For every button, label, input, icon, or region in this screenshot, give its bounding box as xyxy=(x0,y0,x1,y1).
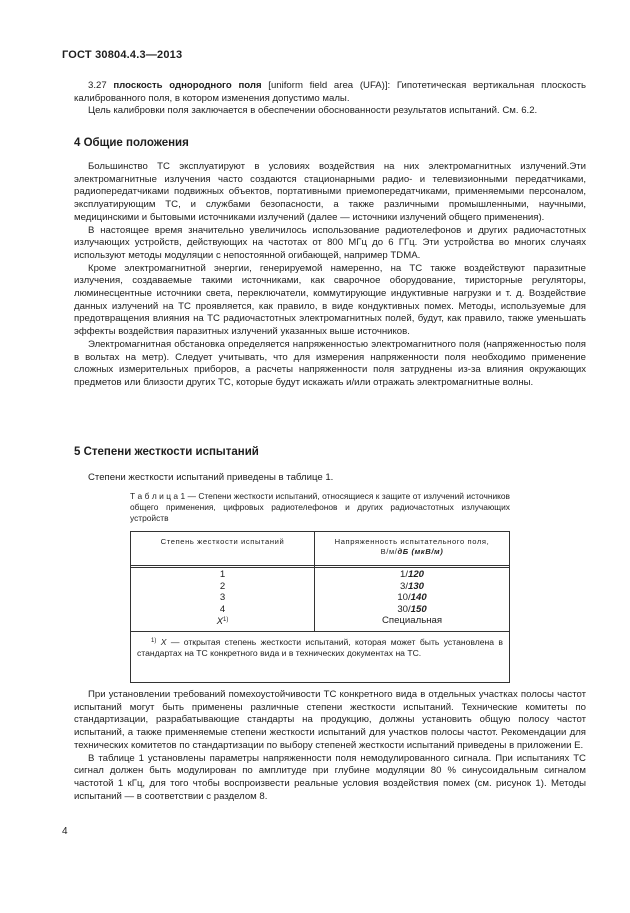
unit-db: дБ (мкВ/м) xyxy=(397,547,444,556)
footnote-number: 1) xyxy=(151,638,157,644)
unit-vm: В/м/ xyxy=(380,547,398,556)
section-4-paragraph-3: Кроме электромагнитной энергии, генерируемой намеренно, на ТС также воздействуют паразитные излучения, создаваемые такими источниками, как сварочное оборудование, тиристорные регуляторы, люминесцентные источники света, переключатели, коммутирующие индуктивные нагрузки и т. д. Воздействие данных излучений на ТС проявляется, как правило, в виде кондуктивных помех. Методы, используемые для предотвращения влияния на ТС радиочастотных электромагнитных полей, будут, как правило, также уменьшать эффекты воздействия паразитных излучений указанных выше источников. xyxy=(74,262,586,338)
value-db: 130 xyxy=(408,580,425,592)
table-cell-level: 4 xyxy=(219,603,226,615)
section-4-paragraph-4: Электромагнитная обстановка определяется напряженностью электромагнитного поля (напряженностью поля в вольтах на метр). Следует учитывать, что для измерения напряженности поля необходимо применение сложных измерительных приборов, а расчеты напряженности поля затруднены из-за влияния окружающих предметов или близости других ТС, которые будут искажать и/или отражать электромагнитные волны. xyxy=(74,338,586,388)
value-db: 140 xyxy=(410,592,427,604)
column-header-field-strength-line1: Напряженность испытательного поля, xyxy=(334,537,490,546)
footnote-text: — открытая степень жесткости испытаний, которая может быть установлена в стандартах на ТС конкретного вида и в технических документах на ТС. xyxy=(137,637,503,659)
level-column xyxy=(131,569,314,628)
column-header-field-strength xyxy=(315,537,509,557)
table-caption: Т а б л и ц а 1 — Степени жесткости испытаний, относящиеся к защите от излучений источников общего применения, цифровых радиотелефонов и других радиочастотных излучающих устройств xyxy=(130,491,510,523)
column-header-field-strength-line2 xyxy=(315,547,509,557)
section-4-body xyxy=(74,161,586,390)
table-cell-value xyxy=(315,604,509,616)
table-footnote-divider xyxy=(131,631,509,632)
table-cell-value xyxy=(315,615,509,627)
value-vm: 30/ xyxy=(397,603,411,615)
section-5-paragraph-2: В таблице 1 установлены параметры напряженности поля немодулированного сигнала. При испытаниях ТС сигнал должен быть модулирован по амплитуде при глубине модуляции 80 % синусоидальным сигналом частотой 1 кГц, для того чтобы воспроизвести реальные условия воздействия помех (см. рисунок 1). Методы испытаний — в соответствии с разделом 8. xyxy=(74,752,586,802)
value-vm: 10/ xyxy=(397,592,411,604)
section-5-title: 5 Степени жесткости испытаний xyxy=(74,446,259,458)
definition-3-27 xyxy=(74,80,586,118)
severity-table xyxy=(130,531,510,683)
table-footnote xyxy=(137,636,503,660)
table-cell-value xyxy=(315,592,509,604)
table-cell-level: 3 xyxy=(219,592,226,604)
table-reference-sentence: Степени жесткости испытаний приведены в таблице 1. xyxy=(88,472,334,483)
section-5-paragraph-1: При установлении требований помехоустойчивости ТС конкретного вида в отдельных участках полосы частот испытаний могут быть применены различные степени жесткости испытаний. Технические комитеты по стандартизации, разрабатывающие стандарты на продукцию, должны установить общую полосу частот испытаний, а также применяемые степени жесткости испытаний для участков полосы частот. Рекомендации для технических комитетов по стандартизации по выбору степеней жесткости испытаний приведены в приложении Е. xyxy=(74,689,586,751)
definition-note: Цель калибровки поля заключается в обеспечении обоснованности результатов испытаний. См. 6.2. xyxy=(88,105,538,117)
table-cell-value xyxy=(315,581,509,593)
definition-paragraph xyxy=(74,80,586,105)
table-cell-level: 2 xyxy=(219,580,226,592)
table-cell-value xyxy=(315,569,509,581)
table-header-double-line xyxy=(131,567,509,568)
column-header-level: Степень жесткости испытаний xyxy=(160,537,285,546)
value-vm: 3/ xyxy=(399,580,408,592)
value-column xyxy=(315,569,509,627)
value-db: 150 xyxy=(410,603,427,615)
definition-term: плоскость однородного поля xyxy=(113,80,262,91)
running-header: ГОСТ 30804.4.3—2013 xyxy=(62,49,183,61)
footnote-marker: 1) xyxy=(223,617,229,624)
footnote-x: X xyxy=(160,637,167,647)
page-number: 4 xyxy=(62,826,68,837)
level-x: X xyxy=(216,616,224,628)
section-5-intro xyxy=(74,472,586,485)
section-4-title: 4 Общие положения xyxy=(74,137,189,149)
section-4-paragraph-1: Большинство ТС эксплуатируют в условиях воздействия на них электромагнитных излучений.Эти электромагнитные излучения часто создаются стационарными радио- и телевизионными передатчиками, радиопередатчиками подвижных объектов, портативными приемопередатчиками, применяемыми персоналом, эксплуатирующим ТС, и службами безопасности, а также различными промышленными, научными, медицинскими и бытовыми источниками излучений (далее — источники излучений общего применения). xyxy=(74,161,586,223)
value-db: 120 xyxy=(408,569,425,580)
value-special: Специальная xyxy=(381,615,443,627)
section-5-body xyxy=(74,689,586,803)
table-cell-level: 1 xyxy=(219,569,226,580)
table-cell-level xyxy=(131,615,314,628)
definition-text: [uniform field area (UFA)]: Гипотетическая вертикальная плоскость калиброванного поля, в котором изменения допустимо малы. xyxy=(74,80,586,104)
section-4-paragraph-2: В настоящее время значительно увеличилось использование радиотелефонов и других радиочастотных излучающих устройств, действующих на частотах от 800 МГц до 6 ГГц. Эти устройства во многих случаях используют методы модуляции с непостоянной огибающей, например TDMA. xyxy=(74,224,586,261)
definition-number: 3.27 xyxy=(88,80,114,91)
value-vm: 1/ xyxy=(399,569,408,580)
